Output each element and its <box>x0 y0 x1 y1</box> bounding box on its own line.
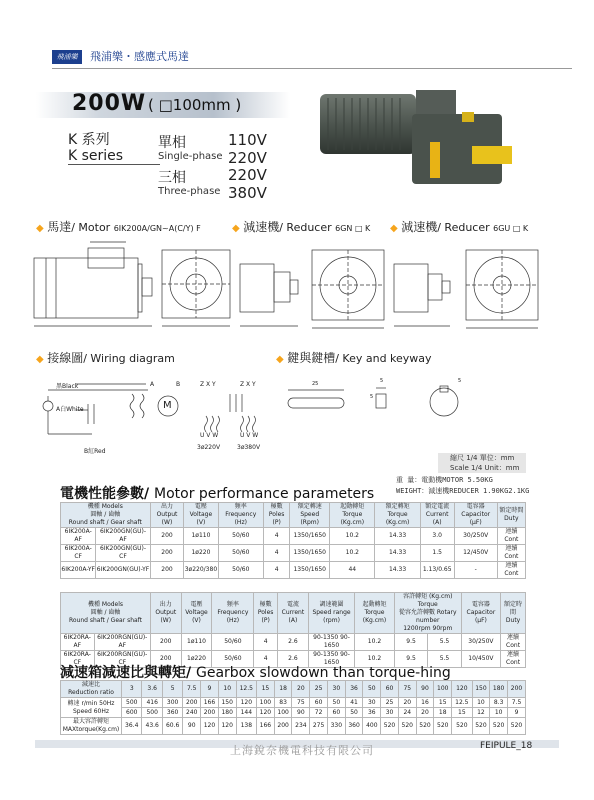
phase-three-en: Three-phase <box>158 186 221 197</box>
table-cell: 6IK20RA-AF <box>61 634 95 651</box>
speed-60-cell: 50 <box>345 708 363 718</box>
speed-60-cell: 72 <box>310 708 328 718</box>
speed-poles-header: 極數 Poles (P) <box>254 593 278 634</box>
speed-60-cell: 120 <box>257 708 275 718</box>
motor-photo <box>312 84 522 194</box>
ratio-cell: 20 <box>292 681 310 698</box>
scale-line-en: Scale 1/4 Unit：mm <box>450 464 520 472</box>
key-width-dim: 5 <box>380 378 384 384</box>
table-cell: 200 <box>151 651 182 668</box>
table-cell: 連續 Cont <box>501 651 526 668</box>
speed-voltage-header: 電壓 Voltage (V) <box>181 593 212 634</box>
motor-params-row <box>61 545 526 562</box>
speed-50-cell: 30 <box>363 698 381 708</box>
table-cell: 5.5 <box>428 634 461 651</box>
speed-60-cell: 144 <box>236 708 256 718</box>
motor-side-drawing <box>34 242 152 326</box>
table-cell: 50/60 <box>218 562 264 579</box>
table-cell: 90-1350 90-1650 <box>308 651 354 668</box>
speed-60-cell: 180 <box>218 708 236 718</box>
speed-60-cell: 24 <box>398 708 416 718</box>
diamond-icon: ◆ <box>232 223 240 234</box>
speed-60-cell: 10 <box>490 708 508 718</box>
motor-head-en: Motor <box>78 221 111 234</box>
table-cell: 1ø220 <box>184 545 218 562</box>
wiring-head-en: Wiring diagram <box>90 352 175 365</box>
speed-50-cell: 200 <box>183 698 201 708</box>
table-cell: - <box>454 562 497 579</box>
torque-cell: 400 <box>363 718 381 735</box>
wiring-head-cn: 接線圖 <box>47 351 84 365</box>
table-cell: 200 <box>150 545 184 562</box>
wire-b-label: B <box>176 381 181 388</box>
speed-60-cell: 15 <box>452 708 472 718</box>
terminal-zxy-1: Z X Y <box>200 381 216 388</box>
gearbox-title-cn: 減速箱減速比與轉矩 <box>60 665 186 681</box>
torque-cell: 60.6 <box>162 718 182 735</box>
speed-torque-header: 起動轉矩 Torque (Kg.cm) <box>355 593 395 634</box>
torque-label: 最大容許轉矩 MAXtorque(Kg.cm) <box>61 718 122 735</box>
ratio-cell: 12.5 <box>236 681 256 698</box>
speed-50-cell: 50 <box>327 698 345 708</box>
product-title: 200W <box>72 91 147 116</box>
brand-header <box>52 50 572 69</box>
brand-logo: 飛浦樂 <box>52 50 82 64</box>
table-cell: 連續 Cont <box>501 634 526 651</box>
dimension-drawings <box>30 238 570 338</box>
key-length-dim: 25 <box>312 381 319 387</box>
motor-symbol: M <box>163 400 172 411</box>
table-cell: 6IK200RGN(GU)-AF <box>94 634 150 651</box>
table-cell: 44 <box>330 562 375 579</box>
table-cell: 30/250V <box>461 634 500 651</box>
table-cell: 6IK200GN(GU)-YF <box>96 562 150 579</box>
scale-line-cn: 縮尺 1/4 單位：mm <box>450 454 515 462</box>
torque-cell: 234 <box>292 718 310 735</box>
ratio-cell: 3 <box>122 681 142 698</box>
torque-cell: 520 <box>452 718 472 735</box>
ratio-cell: 60 <box>381 681 399 698</box>
footer-company: 上海銳奈機電科技有限公司 <box>230 744 374 757</box>
table-cell: 連續 Cont <box>497 528 525 545</box>
table-cell: 1ø110 <box>181 634 212 651</box>
speed-params-row <box>61 634 526 651</box>
reducer-gn-side-drawing <box>240 264 298 326</box>
ratio-cell: 3.6 <box>142 681 162 698</box>
table-cell: 5.5 <box>428 651 461 668</box>
torque-cell: 166 <box>257 718 275 735</box>
series-cn: K 系列 <box>68 132 110 148</box>
speed-50-cell: 75 <box>292 698 310 708</box>
motor-head-model: 6IK200A/GN~A(C/Y) F <box>113 224 201 233</box>
table-cell: 1350/1650 <box>290 545 330 562</box>
speed-50-cell: 15 <box>434 698 452 708</box>
table-cell: 9.5 <box>394 634 427 651</box>
table-cell: 連續 Cont <box>497 545 525 562</box>
table-cell: 6IK200GN(GU)-AF <box>96 528 150 545</box>
table-cell: 90-1350 90-1650 <box>308 634 354 651</box>
table-cell: 1ø220 <box>181 651 212 668</box>
reducer-gn-head-cn: 減速機 <box>243 220 280 234</box>
volt-220-three: 220V <box>228 166 267 184</box>
table-cell: 1.5 <box>420 545 454 562</box>
key-height-dim: 5 <box>370 394 374 400</box>
reducer-gu-front-drawing <box>466 250 538 328</box>
current-header: 額定電流 Current (A) <box>420 503 454 528</box>
ratio-cell: 30 <box>327 681 345 698</box>
speed-50-cell: 7.5 <box>508 698 526 708</box>
speed-50-cell: 500 <box>122 698 142 708</box>
speed-60-cell: 500 <box>142 708 162 718</box>
motor-head-cn: 馬達 <box>47 220 72 234</box>
series-underline <box>68 164 160 165</box>
motor-front-drawing <box>162 250 230 326</box>
torque-cell: 520 <box>508 718 526 735</box>
table-cell: 14.33 <box>375 545 420 562</box>
wiring-section-head: ◆ 接線圖/ Wiring diagram <box>36 351 175 365</box>
ratio-cell: 120 <box>452 681 472 698</box>
series-en: K series <box>68 148 124 164</box>
table-cell: 6IK20RA-CF <box>61 651 95 668</box>
table-cell: 30/250V <box>454 528 497 545</box>
gearbox-title: 減速箱減速比與轉矩/ Gearbox slowdown than torque-hing <box>60 665 451 681</box>
speed-models-header: 機種 Models 圓軸 / 齒軸 Round shaft / Gear shaft <box>61 593 151 634</box>
key-section-head: ◆ 鍵與鍵槽/ Key and keyway <box>276 351 432 365</box>
speed-50-row <box>61 698 526 708</box>
motor-params-title-cn: 電機性能參數 <box>60 486 144 502</box>
table-cell: 14.33 <box>375 562 420 579</box>
ratio-cell: 180 <box>490 681 508 698</box>
speed-60-cell: 36 <box>363 708 381 718</box>
keyway-width-dim: 5 <box>458 378 462 384</box>
speed-60-cell: 600 <box>122 708 142 718</box>
speed-duty-header: 額定時間 Duty <box>501 593 526 634</box>
speed-60-cell: 90 <box>292 708 310 718</box>
ratio-cell: 9 <box>201 681 219 698</box>
table-cell: 10/450V <box>461 651 500 668</box>
reducer-gu-section-head: ◆ 減速機/ Reducer 6GU □ K <box>390 220 529 234</box>
torque-cell: 330 <box>327 718 345 735</box>
table-cell: 9.5 <box>394 651 427 668</box>
speed-50-cell: 120 <box>236 698 256 708</box>
ratio-cell: 50 <box>363 681 381 698</box>
speed-current-header: 電流 Current (A) <box>277 593 308 634</box>
duty-header: 額定時間 Duty <box>497 503 525 528</box>
wire-a-label: A <box>150 381 155 388</box>
ratio-cell: 5 <box>162 681 182 698</box>
ratio-cell: 200 <box>508 681 526 698</box>
speed-50-cell: 166 <box>201 698 219 708</box>
speed-50-cell: 16 <box>416 698 434 708</box>
speed-50-cell: 300 <box>162 698 182 708</box>
table-cell: 4 <box>264 545 290 562</box>
torque-cell: 120 <box>201 718 219 735</box>
speed-60-cell: 12 <box>472 708 490 718</box>
table-cell: 1350/1650 <box>290 528 330 545</box>
table-cell: 200 <box>151 634 182 651</box>
table-cell: 1ø110 <box>184 528 218 545</box>
torque-cell: 520 <box>416 718 434 735</box>
table-cell: 2.6 <box>277 634 308 651</box>
wire-black-label: 黑Black <box>56 383 79 390</box>
table-cell: 6IK200A-YF <box>61 562 96 579</box>
terminal-uvw-2: U V W <box>240 432 259 439</box>
reducer-gu-side-drawing <box>394 264 450 326</box>
table-cell: 200 <box>150 562 184 579</box>
table-cell: 1350/1650 <box>290 562 330 579</box>
table-cell: 3ø220/380 <box>184 562 218 579</box>
torque-cell: 138 <box>236 718 256 735</box>
speed-50-cell: 150 <box>218 698 236 708</box>
table-cell: 14.33 <box>375 528 420 545</box>
speed-60-cell: 20 <box>416 708 434 718</box>
rated-torque-header: 額定轉矩 Torque (Kg.cm) <box>375 503 420 528</box>
poles-header: 極數 Poles (P) <box>264 503 290 528</box>
output-header: 出力 Output (W) <box>150 503 184 528</box>
speed-60-cell: 240 <box>183 708 201 718</box>
ratio-label: 減速比 Reduction ratio <box>61 681 122 698</box>
weight-reducer: WEIGHT：減速機REDUCER 1.90KG2.1KG <box>396 487 530 495</box>
models-header: 機種 Models 圓軸 / 齒軸 Round shaft / Gear shaft <box>61 503 151 528</box>
speed-50-cell: 8.3 <box>490 698 508 708</box>
diamond-icon: ◆ <box>36 223 44 234</box>
reducer-gn-head-en: Reducer <box>286 221 332 234</box>
motor-params-title: 電機性能參數/ Motor performance parameters <box>60 486 375 502</box>
torque-cell: 200 <box>274 718 292 735</box>
motor-params-title-en: Motor performance parameters <box>154 486 375 502</box>
table-cell: 50/60 <box>218 528 264 545</box>
reducer-gn-section-head: ◆ 減速機/ Reducer 6GN □ K <box>232 220 371 234</box>
reducer-gu-head-cn: 減速機 <box>401 220 438 234</box>
footer-page-number: FEIPULE_18 <box>480 741 533 751</box>
torque-cell: 520 <box>490 718 508 735</box>
table-cell: 50/60 <box>218 545 264 562</box>
wire-white-label: A白White <box>56 406 84 413</box>
torque-cell: 360 <box>345 718 363 735</box>
speed-60-cell: 30 <box>381 708 399 718</box>
motor-params-table <box>60 502 526 579</box>
table-cell: 6IK200A-CF <box>61 545 96 562</box>
weight-motor: 重 量：電動機MOTOR 5.50KG <box>396 476 493 484</box>
volt-110: 110V <box>228 131 267 149</box>
table-cell: 50/60 <box>212 634 254 651</box>
diamond-icon: ◆ <box>36 354 44 365</box>
speed-50-cell: 10 <box>472 698 490 708</box>
table-cell: 6IK200RGN(GU)-CF <box>94 651 150 668</box>
terminal-uvw-1: U V W <box>200 432 219 439</box>
key-head-cn: 鍵與鍵槽 <box>287 351 336 365</box>
speed-label: 轉速 r/min 50Hz Speed 60Hz <box>61 698 122 718</box>
speed-50-cell: 12.5 <box>452 698 472 708</box>
table-cell: 10.2 <box>355 651 395 668</box>
capacitor-header: 電容器 Capacitor (μF) <box>454 503 497 528</box>
ratio-cell: 10 <box>218 681 236 698</box>
ratio-cell: 100 <box>434 681 452 698</box>
table-cell: 連續 Cont <box>497 562 525 579</box>
ratio-cell: 7.5 <box>183 681 201 698</box>
product-size: ( □100mm ) <box>148 96 242 114</box>
ratio-cell: 18 <box>274 681 292 698</box>
table-cell: 10.2 <box>330 528 375 545</box>
phase-three-cn: 三相 <box>158 170 186 186</box>
speed-output-header: 出力 Output (W) <box>151 593 182 634</box>
torque-cell: 520 <box>472 718 490 735</box>
wire-red-label: B紅Red <box>84 448 106 455</box>
reducer-gu-head-model: 6GU □ K <box>493 224 529 233</box>
speed-freq-header: 頻率 Frequency (Hz) <box>212 593 254 634</box>
table-cell: 50/60 <box>212 651 254 668</box>
table-cell: 1.13/0.65 <box>420 562 454 579</box>
torque-cell: 90 <box>183 718 201 735</box>
volt-380-label: 3ø380V <box>237 444 261 451</box>
table-cell: 200 <box>150 528 184 545</box>
motor-params-row <box>61 528 526 545</box>
gearbox-table <box>60 680 526 735</box>
voltage-header: 電壓 Voltage (V) <box>184 503 218 528</box>
torque-cell: 520 <box>434 718 452 735</box>
start-torque-header: 起動轉矩 Torque (Kg.cm) <box>330 503 375 528</box>
table-cell: 4 <box>254 634 278 651</box>
ratio-row <box>61 681 526 698</box>
motor-section-head: ◆ 馬達/ Motor 6IK200A/GN~A(C/Y) F <box>36 220 201 234</box>
speed-60-row <box>61 708 526 718</box>
gearbox-title-en: Gearbox slowdown than torque-hing <box>196 665 451 681</box>
ratio-cell: 15 <box>257 681 275 698</box>
brand-title: 飛浦樂・感應式馬達 <box>90 50 189 63</box>
ratio-cell: 90 <box>416 681 434 698</box>
table-cell: 4 <box>264 528 290 545</box>
torque-cell: 36.4 <box>122 718 142 735</box>
table-cell: 3.0 <box>420 528 454 545</box>
scale-box <box>438 453 526 473</box>
motor-params-row <box>61 562 526 579</box>
speed-60-cell: 18 <box>434 708 452 718</box>
speed-params-table <box>60 592 526 668</box>
table-cell: 12/450V <box>454 545 497 562</box>
torque-cell: 520 <box>398 718 416 735</box>
table-cell: 4 <box>264 562 290 579</box>
speed-range-header: 調速範圍 Speed range (rpm) <box>308 593 354 634</box>
torque-cell: 43.6 <box>142 718 162 735</box>
torque-cell: 275 <box>310 718 328 735</box>
diamond-icon: ◆ <box>276 354 284 365</box>
torque-cell: 520 <box>381 718 399 735</box>
speed-50-cell: 60 <box>310 698 328 708</box>
diamond-icon: ◆ <box>390 223 398 234</box>
speed-50-cell: 416 <box>142 698 162 708</box>
speed-60-cell: 200 <box>201 708 219 718</box>
ratio-cell: 25 <box>310 681 328 698</box>
phase-single-en: Single-phase <box>158 151 223 162</box>
table-cell: 10.2 <box>355 634 395 651</box>
volt-220-label: 3ø220V <box>197 444 221 451</box>
table-cell: 10.2 <box>330 545 375 562</box>
key-head-en: Key and keyway <box>342 352 432 365</box>
phase-single-cn: 單相 <box>158 135 186 151</box>
speed-50-cell: 41 <box>345 698 363 708</box>
speed-header: 額定轉速 Speed (Rpm) <box>290 503 330 528</box>
table-cell: 6IK200A-AF <box>61 528 96 545</box>
speed-60-cell: 100 <box>274 708 292 718</box>
torque-row <box>61 718 526 735</box>
ratio-cell: 150 <box>472 681 490 698</box>
table-cell: 4 <box>254 651 278 668</box>
volt-380: 380V <box>228 184 267 202</box>
ratio-cell: 36 <box>345 681 363 698</box>
reducer-gn-head-model: 6GN □ K <box>335 224 371 233</box>
terminal-zxy-2: Z X Y <box>240 381 256 388</box>
reducer-gu-head-en: Reducer <box>444 221 490 234</box>
table-cell: 2.6 <box>277 651 308 668</box>
speed-capacitor-header: 電容器 Capacitor (μF) <box>461 593 500 634</box>
freq-header: 頻率 Frequency (Hz) <box>218 503 264 528</box>
speed-50-cell: 100 <box>257 698 275 708</box>
speed-50-cell: 83 <box>274 698 292 708</box>
speed-50-cell: 25 <box>381 698 399 708</box>
ratio-cell: 75 <box>398 681 416 698</box>
speed-60-cell: 9 <box>508 708 526 718</box>
table-cell: 6IK200GN(GU)-CF <box>96 545 150 562</box>
speed-60-cell: 360 <box>162 708 182 718</box>
speed-60-cell: 60 <box>327 708 345 718</box>
torque-cell: 120 <box>218 718 236 735</box>
motor-params-rows <box>61 528 526 579</box>
volt-220-single: 220V <box>228 149 267 167</box>
rotary-header: 容許轉矩 (Kg.cm) Torque 從容允許轉數 Rotary number 1200rpm 90rpm <box>394 593 461 634</box>
speed-50-cell: 20 <box>398 698 416 708</box>
reducer-gn-front-drawing <box>312 250 384 328</box>
